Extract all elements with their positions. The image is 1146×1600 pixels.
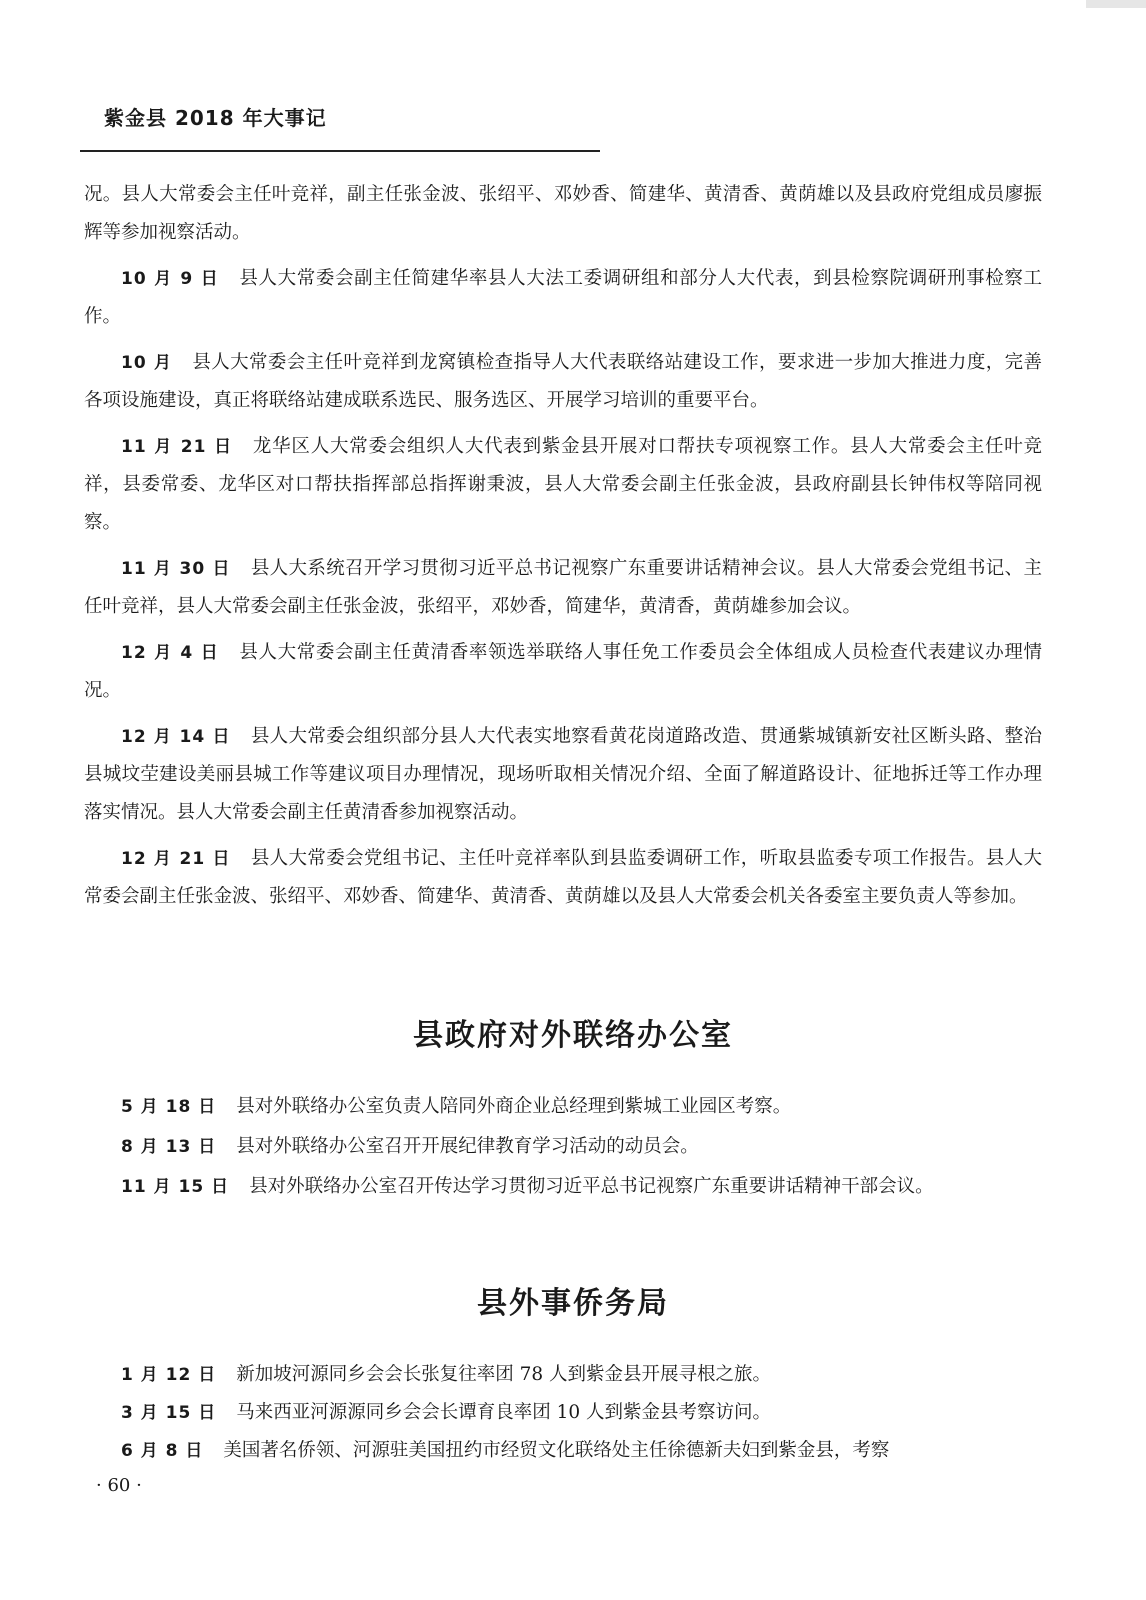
page-number: · 60 · — [96, 1475, 142, 1496]
event-text: 龙华区人大常委会组织人大代表到紫金县开展对口帮扶专项视察工作。县人大常委会主任叶竞祥，县委常委、龙华区对口帮扶指挥部总指挥谢秉波，县人大常委会副主任张金波，县政府副县长钟伟权等陪同视察。 — [84, 436, 1042, 533]
event-date: 11 月 21 日 — [121, 437, 233, 457]
event-entry — [84, 550, 1042, 626]
event-date: 10 月 9 日 — [121, 269, 220, 289]
continuation-paragraph: 况。县人大常委会主任叶竞祥，副主任张金波、张绍平、邓妙香、简建华、黄清香、黄荫雄以及县政府党组成员廖振辉等参加视察活动。 — [84, 184, 1042, 243]
event-date: 5 月 18 日 — [121, 1097, 217, 1117]
event-entry — [84, 344, 1042, 420]
event-entry — [84, 718, 1042, 832]
event-entry — [84, 428, 1042, 542]
event-date: 11 月 30 日 — [121, 559, 231, 579]
overseas-affairs-events-block — [84, 1356, 1042, 1470]
event-text: 县人大常委会副主任黄清香率领选举联络人事任免工作委员会全体组成人员检查代表建议办理情况。 — [84, 642, 1042, 701]
event-date: 6 月 8 日 — [121, 1441, 204, 1461]
event-date: 10 月 — [121, 353, 173, 373]
event-date: 11 月 15 日 — [121, 1177, 230, 1197]
section-title: 县外事侨务局 — [477, 1286, 669, 1321]
event-date: 3 月 15 日 — [121, 1403, 217, 1423]
event-date: 1 月 12 日 — [121, 1365, 217, 1385]
scan-corner-mark — [1086, 0, 1146, 8]
event-entry — [84, 1088, 1042, 1126]
liaison-office-events-block — [84, 1088, 1042, 1206]
event-text: 县对外联络办公室召开开展纪律教育学习活动的动员会。 — [236, 1136, 699, 1157]
event-entry — [84, 1432, 1042, 1470]
event-entry — [84, 1356, 1042, 1394]
event-date: 12 月 4 日 — [121, 643, 220, 663]
event-text: 县人大常委会副主任简建华率县人大法工委调研组和部分人大代表，到县检察院调研刑事检察工作。 — [84, 268, 1042, 327]
event-date: 12 月 21 日 — [121, 849, 231, 869]
event-text: 马来西亚河源源同乡会会长谭育良率团 10 人到紫金县考察访问。 — [236, 1402, 772, 1423]
event-text: 县人大常委会主任叶竞祥到龙窝镇检查指导人大代表联络站建设工作，要求进一步加大推进力度，完善各项设施建设，真正将联络站建成联系选民、服务选区、开展学习培训的重要平台。 — [84, 352, 1042, 411]
event-date: 8 月 13 日 — [121, 1137, 217, 1157]
header-rule — [80, 150, 600, 152]
event-text: 新加坡河源同乡会会长张复往率团 78 人到紫金县开展寻根之旅。 — [236, 1364, 772, 1385]
event-entry — [84, 840, 1042, 916]
event-entry — [84, 260, 1042, 336]
npc-events-block — [84, 176, 1042, 916]
event-date: 12 月 14 日 — [121, 727, 231, 747]
event-entry — [84, 1168, 1042, 1206]
event-entry — [84, 1394, 1042, 1432]
event-text: 美国著名侨领、河源驻美国扭约市经贸文化联络处主任徐德新夫妇到紫金县，考察 — [223, 1440, 890, 1461]
event-entry — [84, 634, 1042, 710]
event-text: 县人大系统召开学习贯彻习近平总书记视察广东重要讲话精神会议。县人大常委会党组书记、主任叶竞祥，县人大常委会副主任张金波，张绍平，邓妙香，简建华，黄清香，黄荫雄参加会议。 — [84, 558, 1042, 617]
event-text: 县对外联络办公室召开传达学习贯彻习近平总书记视察广东重要讲话精神干部会议。 — [249, 1176, 934, 1197]
event-entry — [84, 1128, 1042, 1166]
event-text: 县人大常委会组织部分县人大代表实地察看黄花岗道路改造、贯通紫城镇新安社区断头路、整治县城坟茔建设美丽县城工作等建议项目办理情况，现场听取相关情况介绍、全面了解道路设计、征地拆迁等工作办理落实情况。县人大常委会副主任黄清香参加视察活动。 — [84, 726, 1042, 823]
running-header: 紫金县 2018 年大事记 — [104, 106, 327, 130]
event-text: 县人大常委会党组书记、主任叶竞祥率队到县监委调研工作，听取县监委专项工作报告。县人大常委会副主任张金波、张绍平、邓妙香、简建华、黄清香、黄荫雄以及县人大常委会机关各委室主要负责人等参加。 — [84, 848, 1042, 907]
section-title: 县政府对外联络办公室 — [413, 1018, 733, 1053]
event-text: 县对外联络办公室负责人陪同外商企业总经理到紫城工业园区考察。 — [236, 1096, 792, 1117]
